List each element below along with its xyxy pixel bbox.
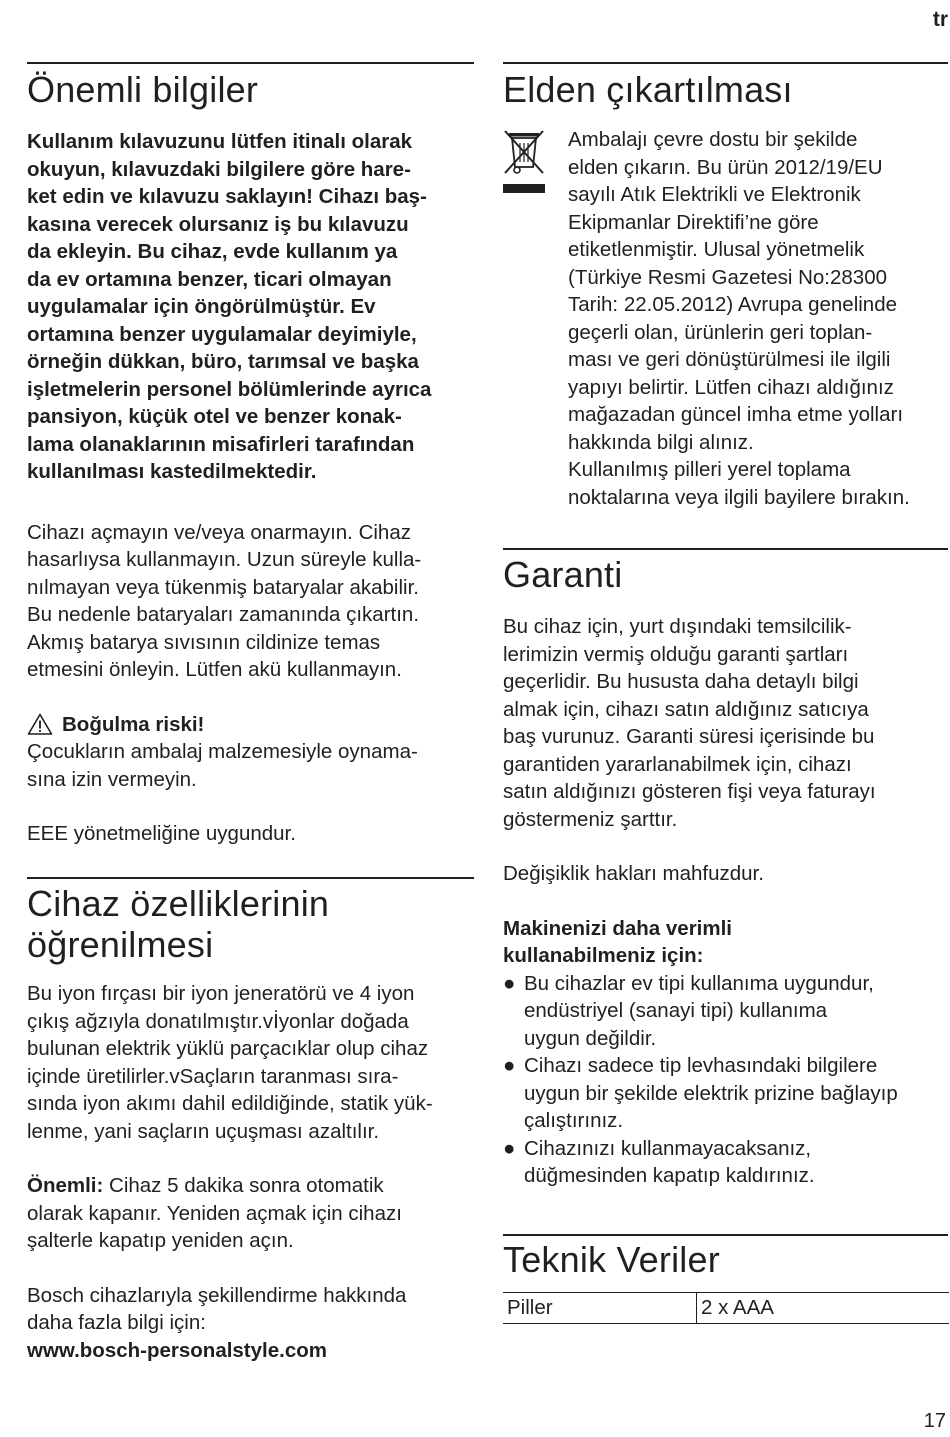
section-title: Teknik Veriler (503, 1239, 720, 1280)
important-paragraph (27, 1172, 474, 1255)
battery-paragraph: Cihazı açmayın ve/veya onarmayın. Cihaz hasarlıysa kullanmayın. Uzun süreyle kulla- nılmayan veya tükenmiş bataryalar akabilir. Bu nedenle bataryaları zamanında çıkartın. Akmış batarya sıvısının cildinize temas etmesini önleyin. Lütfen akü kullanmayın. (27, 520, 422, 681)
disposal-text: Ambalajı çevre dostu bir şekilde elden çıkarın. Bu ürün 2012/19/EU sayılı Atık Elektrikli ve Elektronik Ekipmanlar Direktifi’ne göre etiketlenmiştir. Ulusal yönetmelik (Türkiye Resmi Gazetesi No:28300 Tarih: 22.05.2012) Avrupa genelinde geçerli olan, ürünlerin geri toplan- ması ve geri dönüştürülmesi ile ilgili yapıyı belirtir. Lütfen cihazı aldığınız mağazadan güncel imha etme yolları hakkında bilgi alınız. Kullanılmış pilleri yerel toplama noktalarına veya ilgili bayilere bırakın. (568, 128, 910, 509)
table-cell-value: 2 x AAA (697, 1293, 950, 1324)
section-title: Garanti (503, 554, 623, 595)
table-cell-label: Piller (503, 1293, 697, 1324)
page-number: 17 (923, 1410, 946, 1432)
rights-text: Değişiklik hakları mahfuzdur. (503, 862, 764, 885)
warning-heading (27, 711, 474, 739)
warning-text: Çocukların ambalaj malzemesiyle oynama- sına izin vermeyin. (27, 740, 418, 791)
section-cihaz-ozellikleri (27, 877, 474, 1364)
tips-list (503, 970, 948, 1190)
section-title: Cihaz özelliklerinin öğrenilmesi (27, 883, 330, 965)
bullet-icon: ● (503, 1136, 516, 1160)
section-garanti (503, 548, 948, 1190)
bosch-url-link[interactable]: www.bosch-personalstyle.com (27, 1338, 327, 1362)
intro-bold-paragraph: Kullanım kılavuzunu lütfen itinalı olarak okuyun, kılavuzdaki bilgilere göre hare- ket edin ve kılavuzu saklayın! Cihazı baş- kasına verecek olursanız iş bu kılavuzu da ekleyin. Bu cihaz, evde kullanım ya da ev ortamına benzer, ticari olmayan uygulamalar için öngörülmüştür. Ev ortamına benzer uygulamalar deyimiyle, örneğin dükkan, büro, tarımsal ve başka işletmelerin personel bölümlerinde ayrıca pansiyon, küçük otel ve benzer konak- lama olanaklarının misafirleri tarafından kullanılması kastedilmektedir. (27, 130, 432, 483)
bosch-info-text: Bosch cihazlarıyla şekillendirme hakkında daha fazla bilgi için: (27, 1283, 407, 1334)
list-item: ● Bu cihazlar ev tipi kullanıma uygundur, endüstriyel (sanayi tipi) kullanıma uygun değildir. (503, 971, 874, 1050)
section-title: Önemli bilgiler (27, 69, 259, 110)
important-label: Önemli: (27, 1174, 104, 1197)
tips-title: Makinenizi daha verimli kullanabilmeniz için: (503, 916, 732, 967)
bullet-icon: ● (503, 971, 516, 995)
ion-paragraph: Bu iyon fırçası bir iyon jeneratörü ve 4 iyon çıkış ağzıyla donatılmıştır.vİyonlar doğada bulunan elektrik yüklü parçacıklar olup cihaz içinde üretilirler.vSaçların taranması sıra- sında iyon akımı dahil edildiğinde, statik yük- lenme, yani saçların uçuşması azaltılır. (27, 982, 433, 1143)
section-title: Elden çıkartılması (503, 69, 793, 110)
warning-triangle-icon (27, 713, 53, 735)
important-text: Cihaz 5 dakika sonra otomatik olarak kapanır. Yeniden açmak için cihazı şalterle kapatıp yeniden açın. (27, 1174, 402, 1252)
list-item: ● Cihazınızı kullanmayacaksanız, düğmesinden kapatıp kaldırınız. (503, 1136, 815, 1187)
tech-data-table (503, 1292, 949, 1324)
warranty-text: Bu cihaz için, yurt dışındaki temsilcilik- lerimizin vermiş olduğu garanti şartları geçerlidir. Bu hususta daha detaylı bilgi almak için, cihazı satın aldığınız satıcıya baş vurunuz. Garanti süresi içerisinde bu garantiden yararlanabilmek için, cihazı satın aldığınızı gösteren fişi veya faturayı göstermeniz şarttır. (503, 615, 876, 831)
disposal-block (503, 126, 948, 511)
crossed-out-wheelie-bin-icon (503, 129, 545, 201)
list-item: ● Cihazı sadece tip levhasındaki bilgilere uygun bir şekilde elektrik prizine bağlayıp çalıştırınız. (503, 1054, 898, 1132)
warning-title: Boğulma riski! (62, 712, 205, 736)
bullet-icon: ● (503, 1054, 516, 1077)
section-onemli-bilgiler (27, 62, 474, 848)
section-elden-cikartilmasi (503, 62, 948, 511)
section-teknik-veriler (503, 1234, 948, 1324)
language-code: tr (932, 8, 948, 31)
eee-text: EEE yönetmeliğine uygundur. (27, 822, 296, 845)
table-row (503, 1293, 949, 1324)
